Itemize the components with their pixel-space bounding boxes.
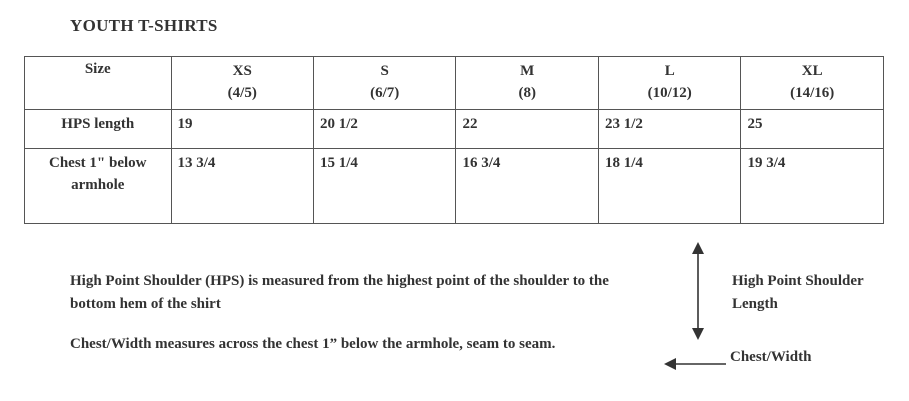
table-header-row: [25, 57, 884, 110]
header-size-xl-name: XL: [801, 63, 823, 79]
size-chart-table: [24, 56, 884, 224]
cell-hps-xl: 25: [741, 110, 884, 149]
header-size-m: [456, 57, 598, 110]
measurement-notes: [70, 270, 650, 356]
cell-hps-l: 23 1/2: [598, 110, 740, 149]
header-size-l-name: L: [664, 63, 675, 79]
header-size-xl: [741, 57, 884, 110]
table-row: [25, 110, 884, 149]
header-size-m-name: M: [520, 63, 535, 79]
header-size-xl-range: (14/16): [790, 84, 835, 101]
note-hps: High Point Shoulder (HPS) is measured from the highest point of the shoulder to the bottom hem of the shirt: [70, 273, 609, 312]
cell-chest-xs: 13 3/4: [171, 149, 313, 224]
cell-hps-s: 20 1/2: [313, 110, 455, 149]
header-size-m-range: (8): [518, 84, 536, 101]
header-size-xs: [171, 57, 313, 110]
header-size-l: [598, 57, 740, 110]
horizontal-arrow-icon: [664, 355, 726, 373]
table-row: [25, 149, 884, 224]
header-size-l-range: (10/12): [647, 84, 692, 101]
cell-chest-l: 18 1/4: [598, 149, 740, 224]
vertical-double-arrow-icon: [686, 242, 710, 340]
cell-hps-m: 22: [456, 110, 598, 149]
page-title: YOUTH T-SHIRTS: [70, 16, 218, 35]
legend-hps-label: High Point Shoulder Length: [732, 273, 864, 312]
cell-hps-xs: 19: [171, 110, 313, 149]
header-size-xs-range: (4/5): [227, 84, 257, 101]
header-size-label: Size: [25, 57, 172, 110]
row-label-chest-below-armhole: Chest 1" below armhole: [25, 149, 172, 224]
header-size-s-name: S: [380, 63, 389, 79]
row-label-hps-length: HPS length: [25, 110, 172, 149]
header-size-xs-name: XS: [232, 63, 252, 79]
cell-chest-s: 15 1/4: [313, 149, 455, 224]
header-size-s-range: (6/7): [370, 84, 400, 101]
header-size-s: [313, 57, 455, 110]
cell-chest-xl: 19 3/4: [741, 149, 884, 224]
legend-chest-label: Chest/Width: [730, 349, 812, 365]
cell-chest-m: 16 3/4: [456, 149, 598, 224]
note-chest: Chest/Width measures across the chest 1” below the armhole, seam to seam.: [70, 336, 556, 352]
